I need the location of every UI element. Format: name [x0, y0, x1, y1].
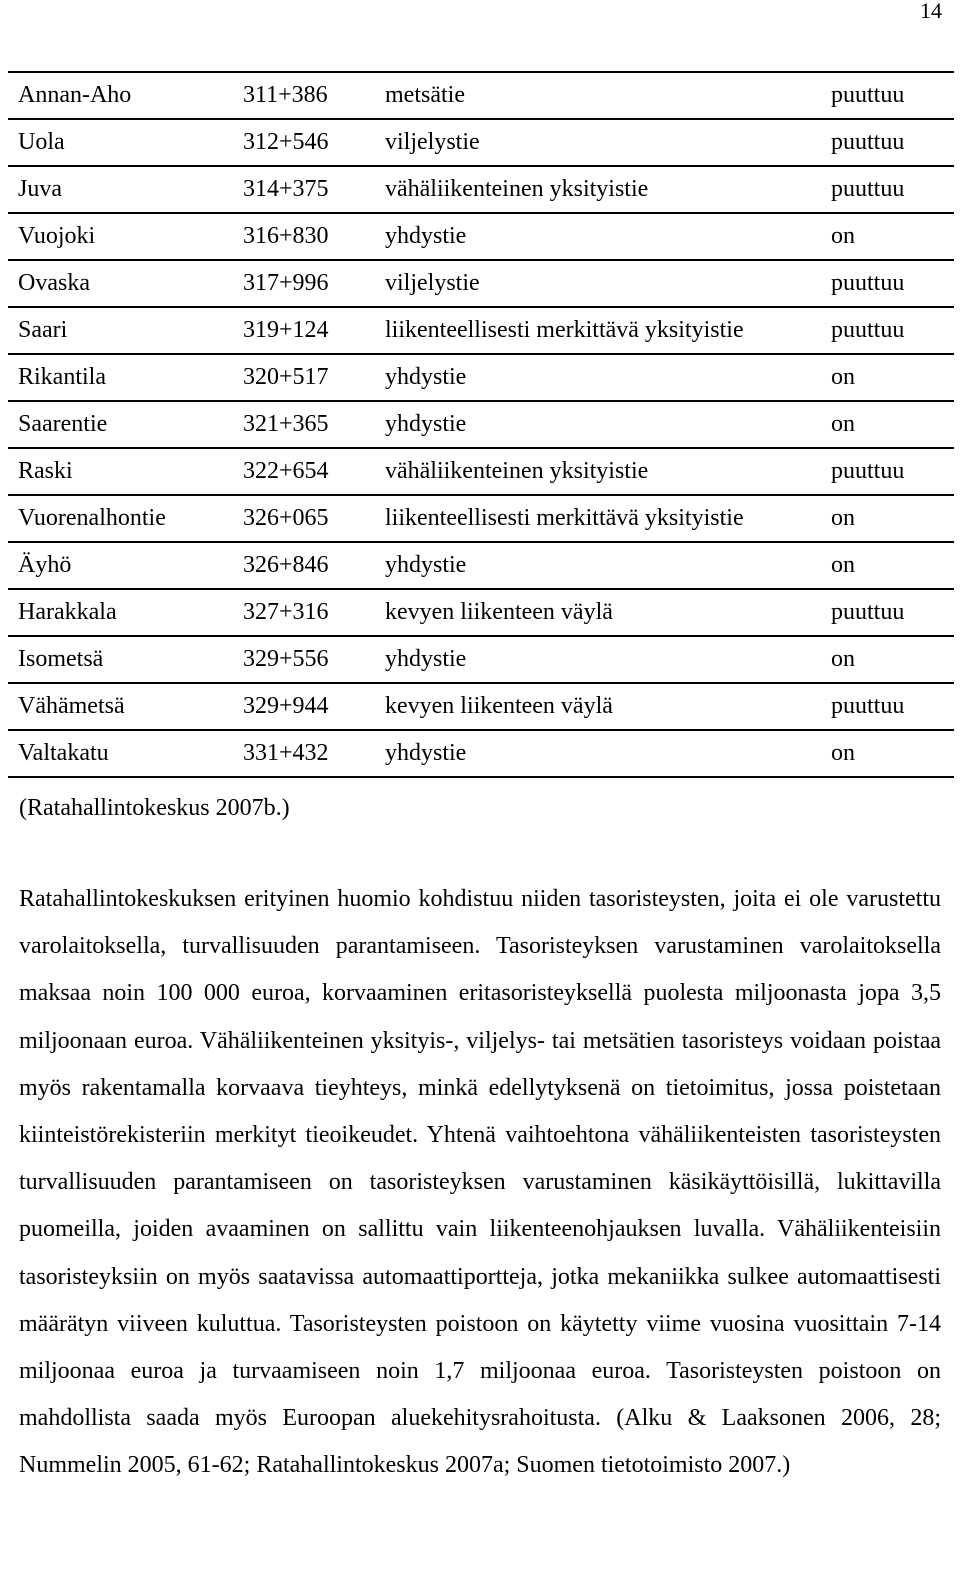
body-paragraph: Ratahallintokeskuksen erityinen huomio kohdistuu niiden tasoristeysten, joita ei ole varustettu varolaitoksella, turvallisuuden parantamiseen. Tasoristeyksen varustaminen varolaitoksella maksaa noin 100 000 euroa, korvaaminen eritasoristeyksellä puolesta miljoonasta jopa 3,5 miljoonaan euroa. Vähäliikenteinen yksityis-, viljelys- tai metsätien tasoristeys voidaan poistaa myös rakentamalla korvaava tieyhteys, minkä edellytyksenä on tietoimitus, jossa poistetaan kiinteistörekisteriin merkityt tieoikeudet. Yhtenä vaihtoehtona vähäliikenteisten tasoristeysten turvallisuuden parantamiseen on tasoristeyksen varustaminen käsikäyttöisillä, lukittavilla puomeilla, joiden avaaminen on sallittu vain liikenteenohjauksen luvalla. Vähäliikenteisiin tasoristeyksiin on myös saatavissa automaattiportteja, jotka mekaniikka sulkee automaattisesti määrätyn viiveen kuluttua. Tasoristeysten poistoon on käytetty viime vuosina vuosittain 7-14 miljoonaa euroa ja turvaamiseen noin 1,7 miljoonaa euroa. Tasoristeysten poistoon on mahdollista saada myös Euroopan aluekehitysrahoitusta. (Alku & Laaksonen 2006, 28; Nummelin 2005, 61-62; Ratahallintokeskus 2007a; Suomen tietotoimisto 2007.) [19, 886, 941, 1479]
cell-crossing-name: Ovaska [8, 260, 243, 307]
cell-road-type: yhdystie [385, 354, 831, 401]
table-row [8, 730, 954, 777]
table-row [8, 119, 954, 166]
cell-track-km: 329+944 [243, 683, 385, 730]
cell-safety-device-status: on [831, 542, 954, 589]
table-body [8, 72, 954, 777]
cell-track-km: 316+830 [243, 213, 385, 260]
cell-safety-device-status: on [831, 401, 954, 448]
table-row [8, 72, 954, 119]
level-crossing-table [8, 71, 954, 778]
cell-road-type: yhdystie [385, 213, 831, 260]
cell-safety-device-status: on [831, 213, 954, 260]
cell-road-type: viljelystie [385, 260, 831, 307]
cell-crossing-name: Raski [8, 448, 243, 495]
table-row [8, 589, 954, 636]
cell-road-type: yhdystie [385, 636, 831, 683]
cell-crossing-name: Vuorenalhontie [8, 495, 243, 542]
cell-track-km: 329+556 [243, 636, 385, 683]
cell-crossing-name: Saari [8, 307, 243, 354]
cell-crossing-name: Rikantila [8, 354, 243, 401]
cell-road-type: vähäliikenteinen yksityistie [385, 448, 831, 495]
table-row [8, 354, 954, 401]
cell-crossing-name: Äyhö [8, 542, 243, 589]
table-row [8, 636, 954, 683]
cell-safety-device-status: puuttuu [831, 448, 954, 495]
cell-road-type: liikenteellisesti merkittävä yksityistie [385, 307, 831, 354]
table-row [8, 401, 954, 448]
cell-road-type: yhdystie [385, 401, 831, 448]
cell-safety-device-status: on [831, 495, 954, 542]
cell-safety-device-status: on [831, 354, 954, 401]
table-row [8, 542, 954, 589]
cell-track-km: 317+996 [243, 260, 385, 307]
cell-track-km: 320+517 [243, 354, 385, 401]
cell-track-km: 311+386 [243, 72, 385, 119]
table-row [8, 213, 954, 260]
cell-track-km: 322+654 [243, 448, 385, 495]
table-row [8, 683, 954, 730]
cell-track-km: 326+065 [243, 495, 385, 542]
cell-track-km: 326+846 [243, 542, 385, 589]
table-row [8, 448, 954, 495]
table-row [8, 495, 954, 542]
cell-road-type: vähäliikenteinen yksityistie [385, 166, 831, 213]
cell-safety-device-status: puuttuu [831, 72, 954, 119]
cell-road-type: liikenteellisesti merkittävä yksityistie [385, 495, 831, 542]
cell-crossing-name: Juva [8, 166, 243, 213]
cell-safety-device-status: puuttuu [831, 683, 954, 730]
cell-track-km: 327+316 [243, 589, 385, 636]
cell-track-km: 314+375 [243, 166, 385, 213]
table-row [8, 166, 954, 213]
cell-safety-device-status: on [831, 730, 954, 777]
cell-crossing-name: Valtakatu [8, 730, 243, 777]
cell-track-km: 321+365 [243, 401, 385, 448]
cell-safety-device-status: puuttuu [831, 119, 954, 166]
cell-crossing-name: Annan-Aho [8, 72, 243, 119]
cell-crossing-name: Vuojoki [8, 213, 243, 260]
table-row [8, 307, 954, 354]
page-number: 14 [920, 0, 942, 23]
table-row [8, 260, 954, 307]
cell-track-km: 319+124 [243, 307, 385, 354]
cell-road-type: kevyen liikenteen väylä [385, 683, 831, 730]
cell-safety-device-status: puuttuu [831, 260, 954, 307]
cell-safety-device-status: puuttuu [831, 589, 954, 636]
cell-road-type: kevyen liikenteen väylä [385, 589, 831, 636]
cell-road-type: metsätie [385, 72, 831, 119]
cell-road-type: viljelystie [385, 119, 831, 166]
cell-track-km: 312+546 [243, 119, 385, 166]
table-source: (Ratahallintokeskus 2007b.) [19, 795, 290, 821]
cell-track-km: 331+432 [243, 730, 385, 777]
cell-road-type: yhdystie [385, 730, 831, 777]
cell-crossing-name: Harakkala [8, 589, 243, 636]
cell-safety-device-status: puuttuu [831, 166, 954, 213]
cell-crossing-name: Uola [8, 119, 243, 166]
cell-crossing-name: Vähämetsä [8, 683, 243, 730]
cell-crossing-name: Isometsä [8, 636, 243, 683]
cell-safety-device-status: puuttuu [831, 307, 954, 354]
cell-safety-device-status: on [831, 636, 954, 683]
cell-road-type: yhdystie [385, 542, 831, 589]
cell-crossing-name: Saarentie [8, 401, 243, 448]
